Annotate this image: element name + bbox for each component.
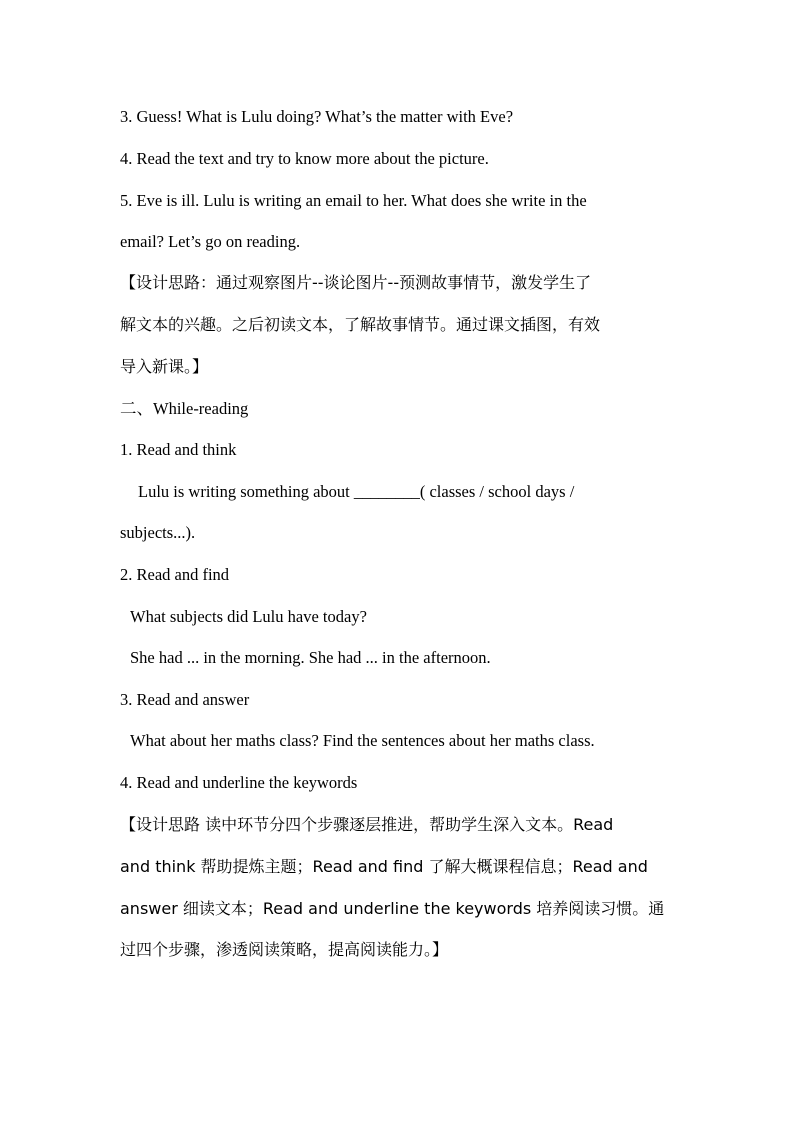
text-line: 3. Read and answer bbox=[120, 690, 250, 709]
design-note-line: and think 帮助提炼主题；Read and find 了解大概课程信息；Read and bbox=[120, 857, 648, 876]
design-note-line: answer 细读文本；Read and underline the keywords 培养阅读习惯。通 bbox=[120, 899, 665, 918]
document-page bbox=[120, 0, 680, 1123]
design-note-line: 【设计思路 读中环节分四个步骤逐层推进，帮助学生深入文本。Read bbox=[120, 815, 614, 834]
text-line: 4. Read and underline the keywords bbox=[120, 773, 358, 792]
text-line: 5. Eve is ill. Lulu is writing an email to her. What does she write in the bbox=[120, 191, 587, 210]
section-heading: 二、While-reading bbox=[120, 399, 249, 418]
design-note-line: 导入新课。】 bbox=[120, 357, 209, 376]
text-line: 1. Read and think bbox=[120, 440, 237, 459]
text-line: What about her maths class? Find the sentences about her maths class. bbox=[130, 731, 595, 750]
text-line: Lulu is writing something about ________( classes / school days / bbox=[138, 482, 575, 501]
design-note-line: 【设计思路：通过观察图片--谈论图片--预测故事情节，激发学生了 bbox=[120, 273, 592, 292]
text-line: What subjects did Lulu have today? bbox=[130, 607, 367, 626]
design-note-line: 过四个步骤，渗透阅读策略，提高阅读能力。】 bbox=[120, 940, 449, 959]
text-line: 2. Read and find bbox=[120, 565, 230, 584]
text-line: 4. Read the text and try to know more about the picture. bbox=[120, 149, 489, 168]
text-line: email? Let’s go on reading. bbox=[120, 232, 301, 251]
text-line: 3. Guess! What is Lulu doing? What’s the matter with Eve? bbox=[120, 107, 514, 126]
text-line: subjects...). bbox=[120, 523, 196, 542]
text-line: She had ... in the morning. She had ... in the afternoon. bbox=[130, 648, 491, 667]
design-note-line: 解文本的兴趣。之后初读文本，了解故事情节。通过课文插图，有效 bbox=[120, 315, 601, 334]
